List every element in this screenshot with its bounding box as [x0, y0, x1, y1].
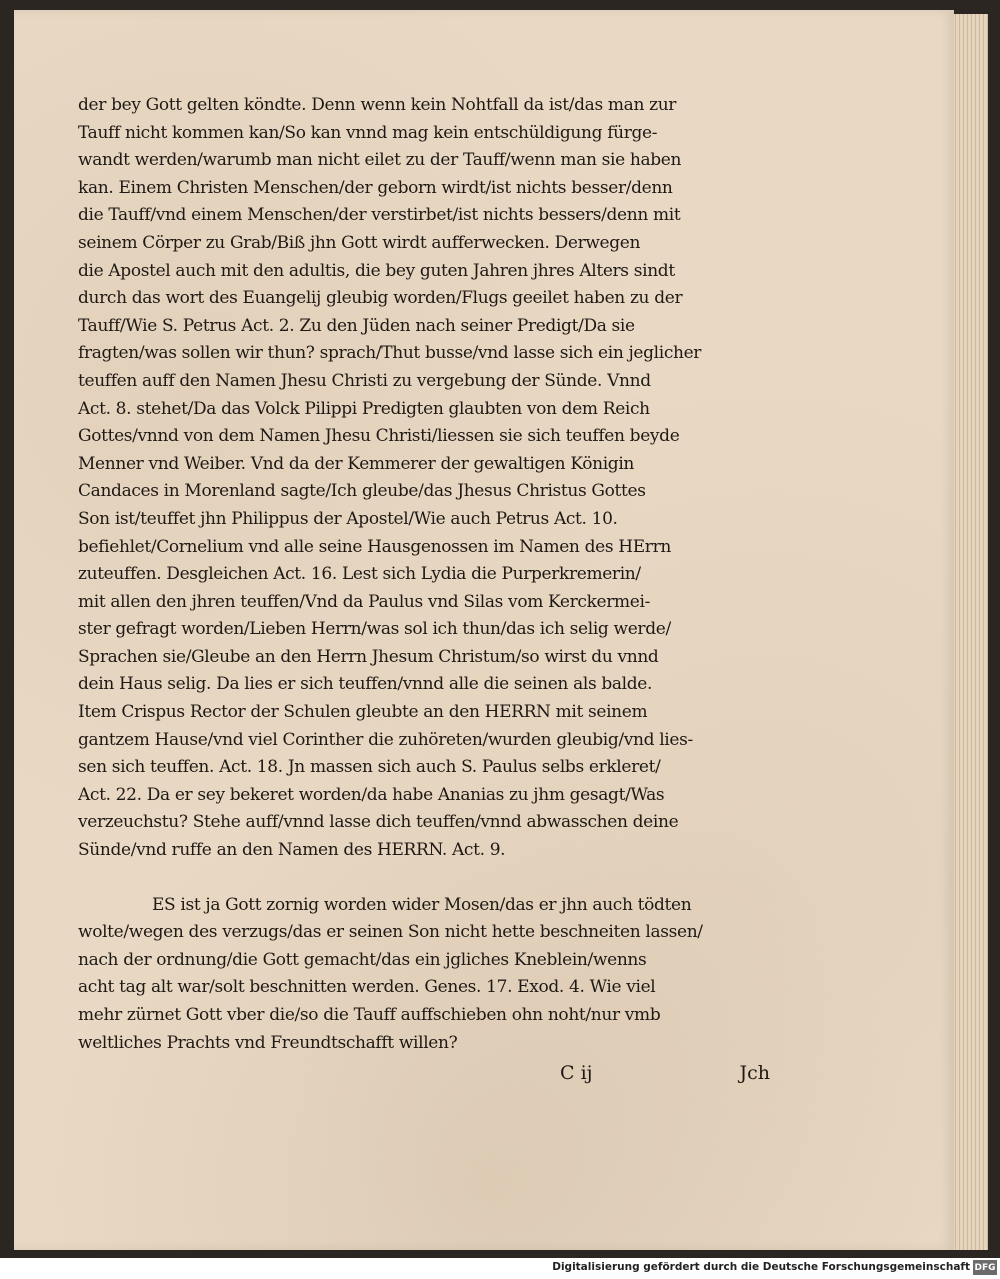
text-line: Act. 8. stehet/Da das Volck Pilippi Predigten glaubten von dem Reich	[78, 398, 650, 419]
text-line: acht tag alt war/solt beschnitten werden. Genes. 17. Exod. 4. Wie viel	[78, 977, 656, 998]
signature-mark: C ij	[560, 1062, 593, 1084]
text-line: Act. 22. Da er sey bekeret worden/da habe Ananias zu jhm gesagt/Was	[78, 784, 665, 805]
text-line: gantzem Hause/vnd viel Corinther die zuhöreten/wurden gleubig/vnd lies-	[78, 729, 693, 750]
footer-credit: Digitalisierung gefördert durch die Deutsche Forschungsgemeinschaft	[552, 1261, 970, 1273]
text-line: sen sich teuffen. Act. 18. Jn massen sich auch S. Paulus selbs erkleret/	[78, 757, 661, 778]
text-line: Sünde/vnd ruffe an den Namen des HERRN. Act. 9.	[78, 840, 506, 861]
text-line: Menner vnd Weiber. Vnd da der Kemmerer der gewaltigen Königin	[78, 453, 635, 474]
text-line: ES ist ja Gott zornig worden wider Mosen/das er jhn auch tödten	[152, 894, 692, 915]
text-line: ster gefragt worden/Lieben Herrn/was sol ich thun/das ich selig werde/	[78, 619, 671, 640]
footer-bar	[0, 1258, 1000, 1279]
catchword: Jch	[739, 1062, 770, 1084]
text-line: befiehlet/Cornelium vnd alle seine Hausgenossen im Namen des HErrn	[78, 536, 671, 557]
text-line: fragten/was sollen wir thun? sprach/Thut busse/vnd lasse sich ein jeglicher	[78, 343, 702, 364]
dfg-logo: DFG	[973, 1260, 997, 1275]
text-line: teuffen auff den Namen Jhesu Christi zu vergebung der Sünde. Vnnd	[78, 370, 651, 391]
text-line: Tauff/Wie S. Petrus Act. 2. Zu den Jüden nach seiner Predigt/Da sie	[78, 315, 635, 336]
text-line: wolte/wegen des verzugs/das er seinen Son nicht hette beschneiten lassen/	[78, 922, 703, 943]
text-line: die Tauff/vnd einem Menschen/der verstirbet/ist nichts bessers/denn mit	[78, 205, 681, 226]
text-line: mit allen den jhren teuffen/Vnd da Paulus vnd Silas vom Kerckermei-	[78, 591, 650, 612]
text-line: verzeuchstu? Stehe auff/vnnd lasse dich teuffen/vnnd abwasschen deine	[78, 812, 679, 833]
text-line: Item Crispus Rector der Schulen gleubte an den HERRN mit seinem	[78, 702, 648, 723]
text-line: wandt werden/warumb man nicht eilet zu der Tauff/wenn man sie haben	[78, 150, 682, 171]
text-line: Gottes/vnnd von dem Namen Jhesu Christi/liessen sie sich teuffen beyde	[78, 426, 680, 447]
text-line: Son ist/teuffet jhn Philippus der Apostel/Wie auch Petrus Act. 10.	[78, 508, 618, 529]
text-line: nach der ordnung/die Gott gemacht/das ein jgliches Kneblein/wenns	[78, 949, 647, 970]
text-line: die Apostel auch mit den adultis, die bey guten Jahren jhres Alters sindt	[78, 260, 675, 281]
paragraph-2	[78, 892, 764, 1058]
text-line: zuteuffen. Desgleichen Act. 16. Lest sich Lydia die Purperkremerin/	[78, 564, 641, 585]
page-text	[78, 92, 764, 1057]
text-line: Sprachen sie/Gleube an den Herrn Jhesum Christum/so wirst du vnnd	[78, 646, 659, 667]
text-line: der bey Gott gelten köndte. Denn wenn kein Nohtfall da ist/das man zur	[78, 95, 677, 115]
paragraph-1	[78, 92, 764, 865]
text-line: seinem Cörper zu Grab/Biß jhn Gott wirdt aufferwecken. Derwegen	[78, 232, 641, 253]
text-line: Candaces in Morenland sagte/Ich gleube/das Jhesus Christus Gottes	[78, 481, 646, 502]
text-line: durch das wort des Euangelij gleubig worden/Flugs geeilet haben zu der	[78, 288, 683, 309]
page-foot	[560, 1062, 770, 1092]
text-line: dein Haus selig. Da lies er sich teuffen/vnnd alle die seinen als balde.	[78, 674, 653, 695]
text-line: kan. Einem Christen Menschen/der geborn wirdt/ist nichts besser/denn	[78, 177, 673, 198]
page-edge-stack	[952, 14, 988, 1250]
text-line: Tauff nicht kommen kan/So kan vnnd mag kein entschüldigung fürge-	[78, 122, 658, 143]
text-line: weltliches Prachts vnd Freundtschafft willen?	[78, 1032, 458, 1053]
text-line: mehr zürnet Gott vber die/so die Tauff auffschieben ohn noht/nur vmb	[78, 1005, 661, 1025]
